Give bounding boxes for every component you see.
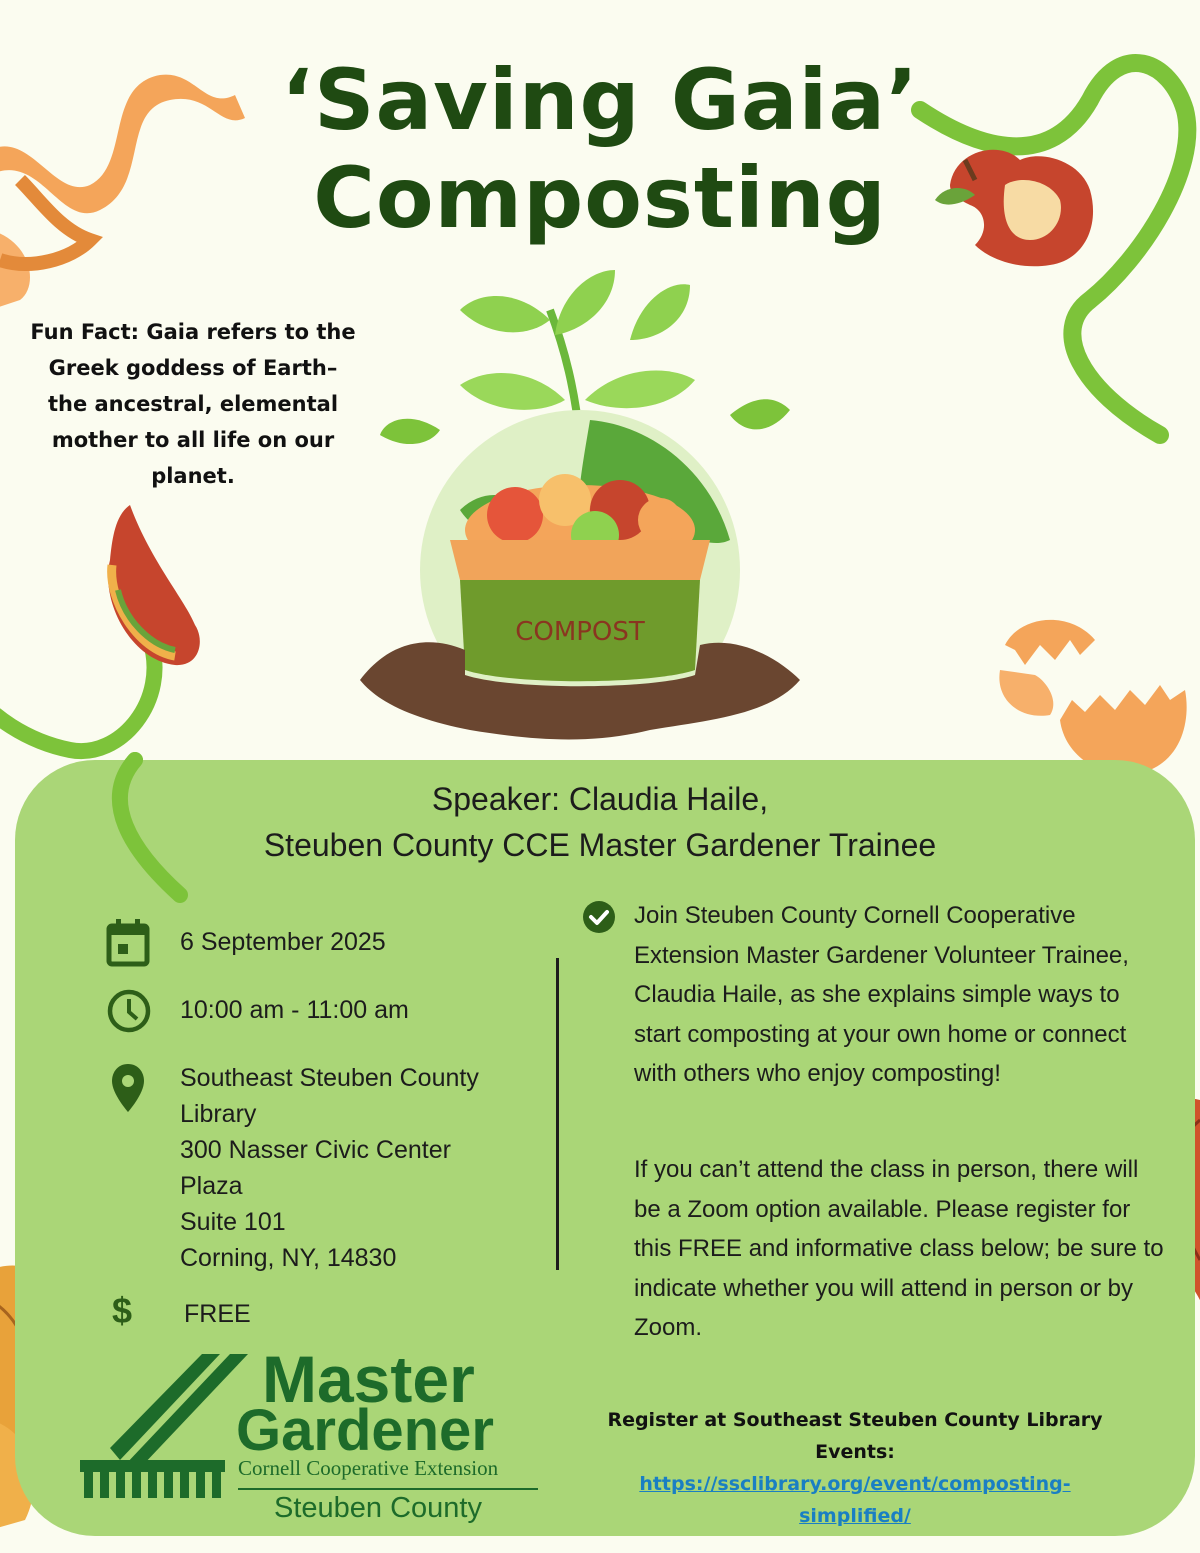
description-paragraph-2: If you can’t attend the class in person, there will be a Zoom option available. Please register for this FREE and informative class below; be sure to indicate whether you will attend in person or by Zoom. <box>634 1156 1164 1341</box>
event-time: 10:00 am - 11:00 am <box>180 996 409 1024</box>
location-line: Suite 101 <box>180 1208 286 1236</box>
watermelon-rind-icon <box>108 505 200 665</box>
location-line: Southeast Steuben County <box>180 1064 479 1092</box>
event-price: FREE <box>184 1300 251 1328</box>
speaker-line-2: Steuben County CCE Master Gardener Trainee <box>263 827 937 863</box>
register-link[interactable] <box>590 1468 1120 1532</box>
location-pin-icon <box>110 1062 146 1114</box>
title-line-2: Composting <box>313 149 887 247</box>
event-location <box>180 1060 479 1276</box>
register-text: Register at Southeast Steuben County Library Events: <box>607 1409 1103 1463</box>
logo-subtitle: Cornell Cooperative Extension <box>238 1456 499 1480</box>
location-line: Library <box>180 1100 257 1128</box>
rake-icon <box>80 1348 250 1508</box>
checkmark-icon <box>582 900 616 934</box>
speaker-line-1: Speaker: Claudia Haile, <box>431 781 769 817</box>
location-line: Corning, NY, 14830 <box>180 1244 397 1272</box>
register-link-line-1[interactable]: https://ssclibrary.org/event/composting- <box>639 1473 1071 1495</box>
logo-rule <box>238 1488 538 1490</box>
fun-fact: Fun Fact: Gaia refers to the Greek goddess of Earth–the ancestral, elemental mother to all life on our planet. <box>30 320 356 488</box>
register-link-line-2[interactable]: simplified/ <box>799 1505 911 1527</box>
compost-pot-icon <box>450 540 710 580</box>
location-line: 300 Nasser Civic Center <box>180 1136 451 1164</box>
title-line-1: ‘Saving Gaia’ <box>281 51 919 149</box>
logo-master: Master <box>262 1342 475 1416</box>
compost-illustration <box>350 250 810 760</box>
logo-county: Steuben County <box>274 1492 482 1524</box>
location-line: Plaza <box>180 1172 243 1200</box>
compost-pot-label: COMPOST <box>515 617 645 647</box>
calendar-icon <box>106 918 150 968</box>
column-divider <box>556 958 559 1270</box>
eggshell-icon <box>999 620 1186 775</box>
description-paragraph-1: Join Steuben County Cornell Cooperative Extension Master Gardener Volunteer Trainee, Claudia Haile, as she explains simple ways to start composting at your own home or connect with others who enjoy composting! <box>634 902 1129 1087</box>
logo-gardener: Gardener <box>236 1398 494 1463</box>
event-date: 6 September 2025 <box>180 928 386 956</box>
clock-icon <box>106 988 152 1034</box>
dollar-icon: $ <box>112 1290 133 1331</box>
